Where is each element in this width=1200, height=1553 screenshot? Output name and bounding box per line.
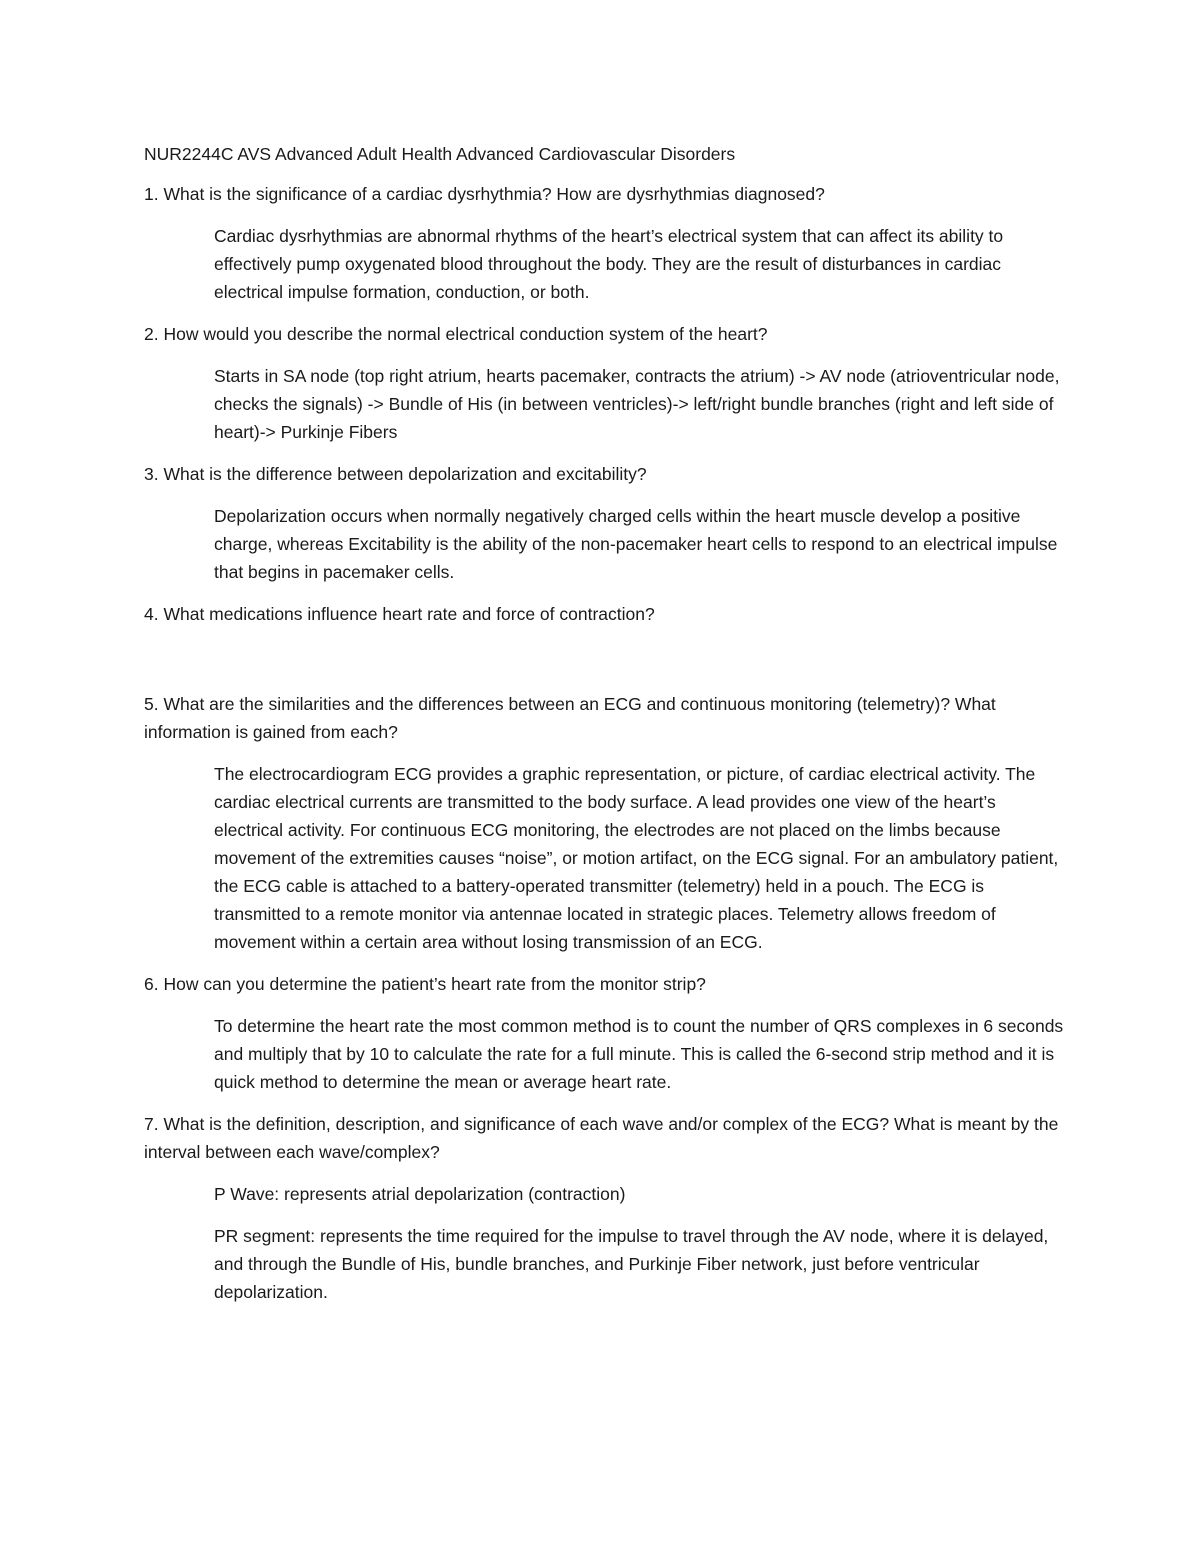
answer-7-pr-segment: PR segment: represents the time required for the impulse to travel through the AV node, where it is delayed, and through the Bundle of His, bundle branches, and Purkinje Fiber network, just before ventricular depolarization.: [214, 1226, 1049, 1302]
question-1: 1. What is the significance of a cardiac dysrhythmia? How are dysrhythmias diagnosed?: [144, 184, 825, 204]
question-5: 5. What are the similarities and the differences between an ECG and continuous monitoring (telemetry)? What information is gained from each?: [144, 694, 996, 742]
answer-5: The electrocardiogram ECG provides a graphic representation, or picture, of cardiac electrical activity. The cardiac electrical currents are transmitted to the body surface. A lead provides one view of the heart’s electrical activity. For continuous ECG monitoring, the electrodes are not placed on the limbs because movement of the extremities causes “noise”, or motion artifact, on the ECG signal. For an ambulatory patient, the ECG cable is attached to a battery-operated transmitter (telemetry) held in a pouch. The ECG is transmitted to a remote monitor via antennae located in strategic places. Telemetry allows freedom of movement within a certain area without losing transmission of an ECG.: [214, 764, 1059, 952]
question-7: 7. What is the definition, description, and significance of each wave and/or complex of the ECG? What is meant by the interval between each wave/complex?: [144, 1114, 1059, 1162]
question-2: 2. How would you describe the normal electrical conduction system of the heart?: [144, 324, 768, 344]
answer-3: Depolarization occurs when normally negatively charged cells within the heart muscle develop a positive charge, whereas Excitability is the ability of the non-pacemaker heart cells to respond to an electrical impulse that begins in pacemaker cells.: [214, 506, 1058, 582]
answer-6: To determine the heart rate the most common method is to count the number of QRS complexes in 6 seconds and multiply that by 10 to calculate the rate for a full minute. This is called the 6-second strip method and it is quick method to determine the mean or average heart rate.: [214, 1016, 1064, 1092]
answer-2: Starts in SA node (top right atrium, hearts pacemaker, contracts the atrium) -> AV node (atrioventricular node, checks the signals) -> Bundle of His (in between ventricles)-> left/right bundle branches (right and left side of heart)-> Purkinje Fibers: [214, 366, 1060, 442]
answer-7-p-wave: P Wave: represents atrial depolarization (contraction): [214, 1184, 626, 1204]
blank-answer-space: [144, 642, 1064, 690]
answer-1: Cardiac dysrhythmias are abnormal rhythms of the heart’s electrical system that can affect its ability to effectively pump oxygenated blood throughout the body. They are the result of disturbances in cardiac electrical impulse formation, conduction, or both.: [214, 226, 1004, 302]
question-4: 4. What medications influence heart rate and force of contraction?: [144, 604, 655, 624]
document-title: NUR2244C AVS Advanced Adult Health Advanced Cardiovascular Disorders: [144, 144, 736, 164]
question-6: 6. How can you determine the patient’s heart rate from the monitor strip?: [144, 974, 706, 994]
question-3: 3. What is the difference between depolarization and excitability?: [144, 464, 647, 484]
document-page: [144, 140, 1064, 1320]
